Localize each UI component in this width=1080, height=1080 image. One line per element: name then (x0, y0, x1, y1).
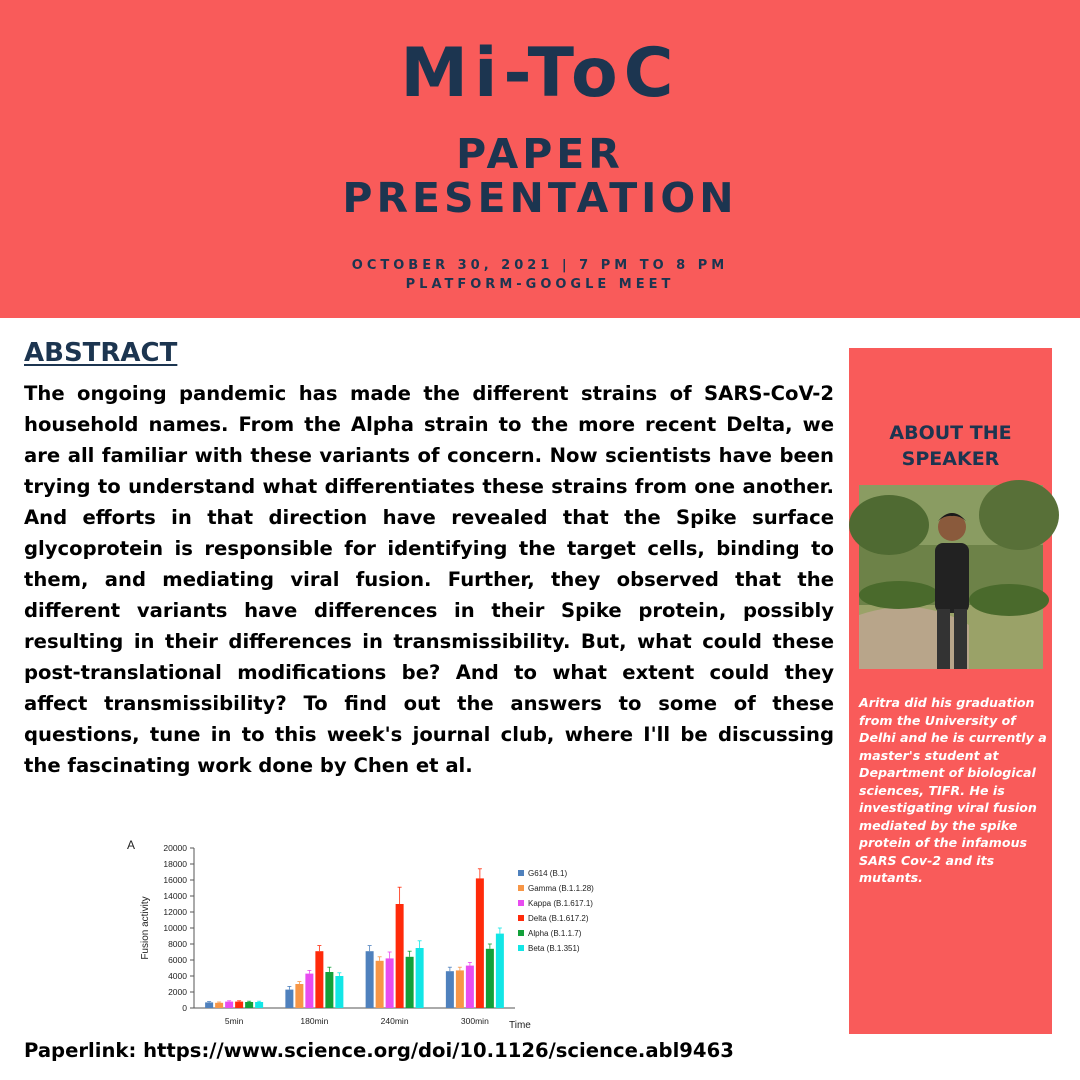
y-tick-label: 12000 (163, 907, 187, 917)
subtitle-line-2: PRESENTATION (342, 174, 738, 222)
speaker-heading-line-2: SPEAKER (901, 448, 1000, 470)
bar (446, 971, 454, 1008)
legend-swatch (518, 870, 524, 876)
y-tick-label: 18000 (163, 859, 187, 869)
bar (225, 1002, 233, 1008)
y-axis-label: Fusion activity (140, 896, 151, 960)
bar (285, 990, 293, 1008)
bar (496, 934, 504, 1008)
speaker-portrait-icon (859, 485, 1043, 669)
bar (466, 966, 474, 1008)
legend-swatch (518, 930, 524, 936)
bar (235, 1002, 243, 1008)
bar (295, 984, 303, 1008)
header-banner (0, 0, 1080, 318)
x-tick-label: 300min (460, 1016, 489, 1026)
bar (255, 1002, 263, 1008)
x-tick-label: 5min (224, 1016, 244, 1026)
x-axis-label: Time (509, 1020, 531, 1031)
bar (215, 1003, 223, 1008)
y-tick-label: 4000 (168, 971, 187, 981)
abstract-text: The ongoing pandemic has made the different strains of SARS-CoV-2 household names. From the Alpha strain to the more recent Delta, we are all familiar with these variants of concern. Now scientists have been trying to understand what differentiates these strains from one another. And efforts in that direction have revealed that the Spike surface glycoprotein is responsible for identifying the target cells, binding to them, and mediating viral fusion. Further, they observed that the different variants have differences in their Spike protein, possibly resulting in their differences in transmissibility. But, what could these post-translational modifications be? And to what extent could they affect transmissibility? To find out the answers to some of these questions, tune in to this week's journal club, where I'll be discussing the fascinating work done by Chen et al. (24, 382, 834, 777)
speaker-panel (849, 348, 1052, 1034)
bar (325, 972, 333, 1008)
bar (305, 974, 313, 1008)
y-tick-label: 14000 (163, 891, 187, 901)
legend-label: Alpha (B.1.1.7) (528, 929, 582, 938)
legend-swatch (518, 945, 524, 951)
legend-label: G614 (B.1) (528, 869, 568, 878)
bar (205, 1002, 213, 1008)
bar (376, 961, 384, 1008)
subtitle-line-1: PAPER (456, 130, 624, 178)
abstract-heading: ABSTRACT (24, 338, 178, 368)
x-tick-label: 180min (300, 1016, 329, 1026)
bar (396, 904, 404, 1008)
bar (456, 970, 464, 1008)
y-tick-label: 20000 (163, 843, 187, 853)
y-tick-label: 8000 (168, 939, 187, 949)
speaker-photo (859, 485, 1043, 669)
bar (416, 948, 424, 1008)
legend-label: Beta (B.1.351) (528, 944, 580, 953)
event-subtitle (0, 132, 1080, 220)
x-tick-label: 240min (380, 1016, 409, 1026)
speaker-heading (849, 420, 1052, 472)
bar (366, 951, 374, 1008)
bar (476, 878, 484, 1008)
paper-link[interactable]: Paperlink: https://www.science.org/doi/10.1126/science.abl9463 (24, 1039, 734, 1062)
legend-swatch (518, 915, 524, 921)
bar (245, 1002, 253, 1008)
legend-label: Kappa (B.1.617.1) (528, 899, 593, 908)
event-date-time: OCTOBER 30, 2021 | 7 PM TO 8 PM (351, 258, 729, 273)
chart-panel-label: A (127, 838, 136, 852)
fusion-activity-chart (120, 832, 594, 1032)
bar (315, 951, 323, 1008)
y-tick-label: 16000 (163, 875, 187, 885)
bar (406, 957, 414, 1008)
legend-swatch (518, 885, 524, 891)
legend-swatch (518, 900, 524, 906)
y-tick-label: 2000 (168, 987, 187, 997)
legend-label: Delta (B.1.617.2) (528, 914, 589, 923)
bar (486, 949, 494, 1008)
event-platform: PLATFORM-GOOGLE MEET (405, 277, 675, 292)
bar (335, 976, 343, 1008)
legend-label: Gamma (B.1.1.28) (528, 884, 594, 893)
y-tick-label: 10000 (163, 923, 187, 933)
y-tick-label: 6000 (168, 955, 187, 965)
speaker-heading-line-1: ABOUT THE (889, 422, 1012, 444)
y-tick-label: 0 (182, 1003, 187, 1013)
event-title: Mi-ToC (400, 34, 680, 113)
speaker-bio: Aritra did his graduation from the University of Delhi and he is currently a master's student at Department of biological sciences, TIFR. He is investigating viral fusion mediated by the spike protein of the infamous SARS Cov-2 and its mutants. (859, 695, 1047, 885)
bar (386, 958, 394, 1008)
